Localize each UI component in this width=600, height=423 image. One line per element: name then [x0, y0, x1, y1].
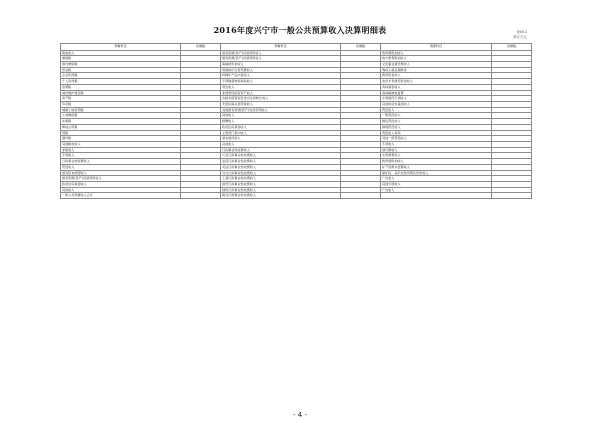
subject-cell: 广告收入: [381, 176, 492, 182]
subject-cell: 专项收入: [381, 142, 492, 148]
subject-cell: 文化事业建设费收入: [381, 61, 492, 67]
subject-cell: 国有资本经营收入: [61, 170, 181, 176]
subject-cell: 基本建设收入: [221, 136, 341, 142]
header-amount: 决算数: [181, 44, 221, 51]
amount-cell: [181, 193, 221, 199]
subject-cell: 商贸行政事业性收费收入: [221, 182, 341, 188]
subject-cell: 城市维护建设税: [61, 90, 181, 96]
subject-cell: 烟叶税: [61, 136, 181, 142]
subject-cell: 广告收入: [381, 187, 492, 193]
subject-cell: 森林植被恢复费: [381, 90, 492, 96]
subject-cell: 专项储备物资销售收入: [221, 79, 341, 85]
form-number-block: [513, 30, 527, 40]
subject-cell: 育林基金收入: [381, 84, 492, 90]
subject-cell: 工商行政事业性收费收入: [221, 176, 341, 182]
subject-cell: 利息收入: [221, 84, 341, 90]
subject-cell: 排污费收入: [381, 147, 492, 153]
unit-label: 单位:万元: [513, 35, 527, 39]
subject-cell: 城镇土地使用税: [61, 107, 181, 113]
subject-cell: 增值税: [61, 56, 181, 62]
subject-cell: 场地和矿区使用费收入: [221, 67, 341, 73]
subject-cell: 教育费附加收入: [381, 159, 492, 165]
subject-cell: 主管部门集中收入: [221, 130, 341, 136]
subject-cell: 企业所得税: [61, 73, 181, 79]
header-amount: 决算数: [341, 44, 381, 51]
subject-cell: 财政行政事业性收费收入: [221, 187, 341, 193]
subject-cell: 教育资金收入: [381, 73, 492, 79]
subject-cell: 探矿权、采矿权使用费及价款收入: [381, 170, 492, 176]
subject-cell: 缉私罚没收入: [381, 119, 492, 125]
subject-cell: 营业税: [61, 67, 181, 73]
subject-cell: 个人所得税: [61, 79, 181, 85]
document-title: 2016年度兴宁市一般公共预算收入决算明细表: [213, 25, 387, 35]
subject-cell: 国有资源(资产)有偿使用收入: [221, 56, 341, 62]
subject-cell: 外交行政事业性收费收入: [221, 170, 341, 176]
subject-cell: 其他收入: [61, 187, 181, 193]
subject-cell: 捐赠收入: [221, 119, 341, 125]
budget-detail-table: [60, 43, 532, 199]
subject-cell: 税务行政事业性收费收入: [221, 193, 341, 199]
subject-cell: 税收收入: [61, 50, 181, 56]
subject-cell: 契税: [61, 130, 181, 136]
subject-cell: 公安行政事业性收费收入: [221, 153, 341, 159]
subject-cell: 其他收入: [221, 142, 341, 148]
subject-cell: 其他收入: [221, 113, 341, 119]
subject-cell: 其他政府性基金收入: [381, 101, 492, 107]
header-subject: 预算科目: [381, 44, 492, 51]
subject-cell: 国有资源(资产)有偿使用收入: [221, 50, 341, 56]
subject-cell: 无居民海岛使用金收入: [221, 101, 341, 107]
subject-cell: 其他税收收入: [61, 142, 181, 148]
header-amount: 决算数: [492, 44, 532, 51]
subject-cell: 罚没收入: [381, 107, 492, 113]
subject-cell: 耕地占用税: [61, 124, 181, 130]
form-number: 表09-1: [516, 30, 527, 34]
subject-cell: 水资源费收入: [381, 153, 492, 159]
subject-cell: 特种矿产品出售收入: [221, 73, 341, 79]
subject-cell: 矿产资源补偿费收入: [381, 164, 492, 170]
subject-cell: 国有资源(资产)有偿使用收入: [61, 176, 181, 182]
page-number: - 4 -: [293, 411, 307, 419]
subject-cell: 国内增值税: [61, 61, 181, 67]
subject-cell: 车船税: [61, 119, 181, 125]
subject-cell: 行政事业性收费收入: [61, 159, 181, 165]
subject-cell: 教育费附加收入: [381, 50, 492, 56]
subject-cell: 房产税: [61, 96, 181, 102]
subject-cell: 一般公共预算收入合计: [61, 193, 181, 199]
subject-cell: 法院行政事业性收费收入: [221, 159, 341, 165]
subject-cell: 一般罚没收入: [381, 113, 492, 119]
subject-cell: 资源税: [61, 84, 181, 90]
subject-cell: 罚没收入: [61, 164, 181, 170]
amount-cell: [492, 193, 532, 199]
subject-cell: 缉毒罚没收入: [381, 124, 492, 130]
subject-cell: 司法行政事业性收费收入: [221, 164, 341, 170]
subject-cell: 地方教育附加收入: [381, 56, 492, 62]
subject-cell: 政府住房基金收入: [221, 124, 341, 130]
subject-cell: 海域使用金收入: [221, 61, 341, 67]
header-subject: 预算科目: [221, 44, 341, 51]
subject-cell: 非税收入: [61, 147, 181, 153]
subject-cell: 非经营性国有资产收入: [221, 90, 341, 96]
subject-cell: 出租车经营权有偿出让和转让收入: [221, 96, 341, 102]
subject-cell: [381, 193, 492, 199]
subject-cell: 其他一般罚没收入: [381, 136, 492, 142]
subject-cell: 罚没收入退库: [381, 130, 492, 136]
subject-cell: 其他专项收入: [381, 182, 492, 188]
subject-cell: 农田水利建设资金收入: [381, 79, 492, 85]
subject-cell: 政府住房基金收入: [61, 182, 181, 188]
subject-cell: 行政事业性收费收入: [221, 147, 341, 153]
subject-cell: 专项收入: [61, 153, 181, 159]
subject-cell: 印花税: [61, 101, 181, 107]
table-row: [61, 193, 532, 199]
amount-cell: [341, 193, 381, 199]
header-subject: 预算科目: [61, 44, 181, 51]
budget-table-wrapper: [60, 43, 531, 199]
subject-cell: 残疾人就业保障金: [381, 67, 492, 73]
subject-cell: 土地增值税: [61, 113, 181, 119]
subject-cell: 其他国有资源(资产)有偿使用收入: [221, 107, 341, 113]
subject-cell: 水利建设专项收入: [381, 96, 492, 102]
